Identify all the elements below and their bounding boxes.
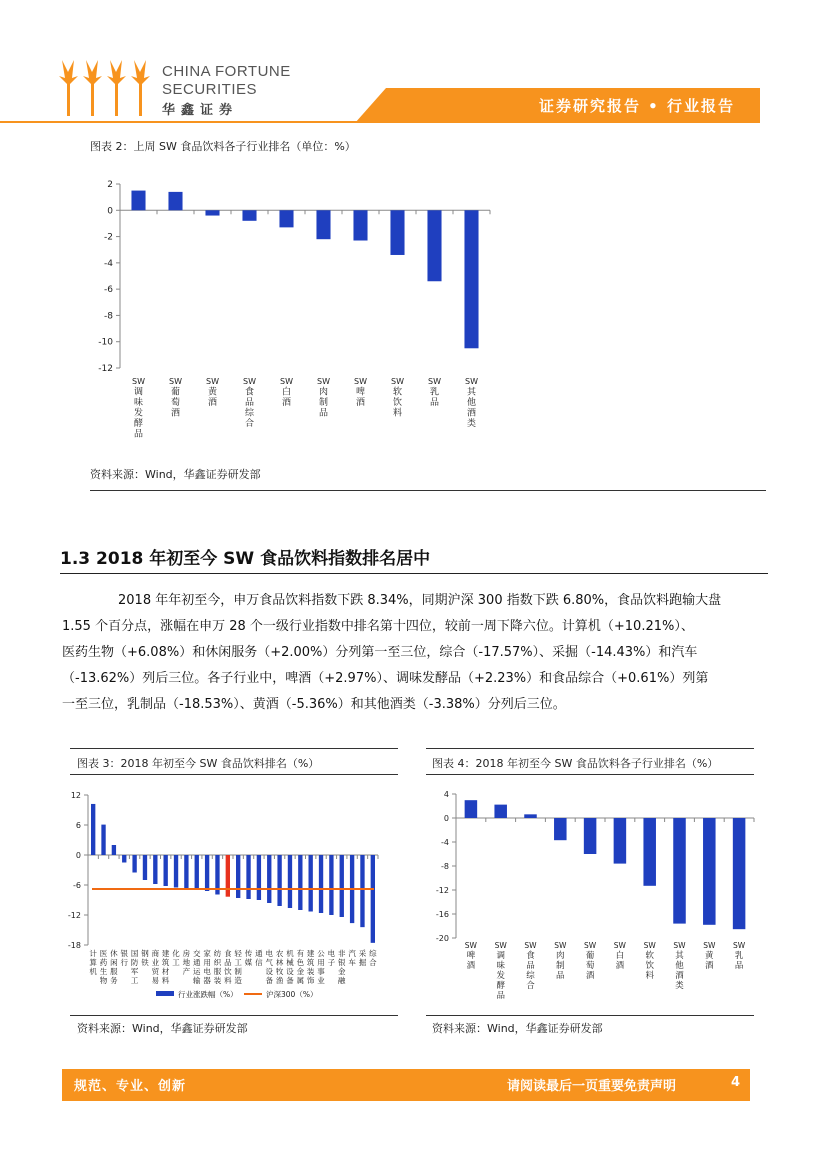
bar <box>554 818 567 840</box>
x-tick-label: 传媒 <box>244 949 253 967</box>
bar <box>614 818 627 864</box>
bar <box>143 855 147 880</box>
figure-4-source: 资料来源：Wind，华鑫证券研发部 <box>432 1022 603 1035</box>
x-tick-label: 计算机 <box>89 949 97 976</box>
bar <box>733 818 746 929</box>
bar <box>464 210 478 348</box>
figure-4-chart <box>416 786 756 1006</box>
x-tick-label: SW 软饮料 <box>391 377 404 419</box>
paragraph-line: 医药生物（+6.08%）和休闲服务（+2.00%）分列第一至三位，综合（-17.57%）、采掘（-14.43%）和汽车 <box>62 645 698 660</box>
paragraph-line: （-13.62%）列后三位。各子行业中，啤酒（+2.97%）、调味发酵品（+2.23%）和食品综合（+0.61%）列第 <box>62 671 709 686</box>
bar <box>494 805 507 818</box>
figure-3-top-rule <box>70 748 398 749</box>
figure-3-chart <box>64 786 394 1006</box>
x-tick-label: 有色金属 <box>296 949 305 985</box>
brand-name-chinese: 华鑫证券 <box>162 102 239 117</box>
legend-label-line: 沪深300（%） <box>266 990 318 999</box>
x-tick-label: SW 食品综合 <box>243 377 256 429</box>
y-tick-label: 6 <box>75 821 81 830</box>
figure-3-source: 资料来源：Wind，华鑫证券研发部 <box>77 1022 248 1035</box>
bar <box>267 855 271 903</box>
y-tick-label: 0 <box>107 206 113 217</box>
x-tick-label: SW 软饮料 <box>643 941 656 981</box>
y-tick-label: 4 <box>443 790 449 799</box>
x-tick-label: 农林牧渔 <box>275 949 284 985</box>
bar <box>316 210 330 239</box>
x-tick-label: SW 乳品 <box>428 377 441 408</box>
bar <box>371 855 375 943</box>
paragraph-line: 1.55 个百分点，涨幅在申万 28 个一级行业指数中排名第十四位，较前一周下降六位。计算机（+10.21%）、 <box>62 619 694 634</box>
y-tick-label: 0 <box>443 814 449 823</box>
x-tick-label: 钢铁 <box>141 949 149 967</box>
figure-2-chart <box>80 172 500 447</box>
bar <box>246 855 250 899</box>
x-tick-label: 家用电器 <box>203 949 211 985</box>
bar <box>277 855 281 906</box>
x-tick-label: 非银金融 <box>338 949 346 985</box>
y-tick-label: -18 <box>67 941 81 950</box>
y-tick-label: -12 <box>435 886 449 895</box>
x-tick-label: SW 啤酒 <box>354 377 367 408</box>
paragraph-line: 一至三位，乳制品（-18.53%）、黄酒（-5.36%）和其他酒类（-3.38%）分列后三位。 <box>62 697 566 712</box>
bar <box>524 814 537 818</box>
y-tick-label: -4 <box>104 258 113 269</box>
x-tick-label: 电气设备 <box>265 949 273 985</box>
bar <box>91 804 95 855</box>
bar <box>643 818 656 886</box>
bar <box>309 855 313 912</box>
bar <box>205 210 219 215</box>
report-type-title: 证券研究报告 • 行业报告 <box>538 97 735 115</box>
x-tick-label: SW 肉制品 <box>317 377 330 419</box>
y-tick-label: -6 <box>104 285 113 296</box>
bar <box>236 855 240 898</box>
bar <box>132 855 136 873</box>
x-tick-label: SW 调味发酵品 <box>494 941 507 1001</box>
highlight-bar <box>226 855 230 897</box>
y-tick-label: 2 <box>107 180 113 190</box>
bar <box>353 210 367 240</box>
x-tick-label: 食品饮料 <box>224 949 232 985</box>
bar <box>427 210 441 281</box>
figure-2-bottom-rule <box>90 490 766 491</box>
x-tick-label: SW 黄酒 <box>206 377 219 408</box>
bar <box>184 855 188 890</box>
figure-3-bottom-rule <box>70 1015 398 1016</box>
bar <box>298 855 302 910</box>
x-tick-label: 汽车 <box>348 949 356 967</box>
bar <box>288 855 292 908</box>
x-tick-label: SW 乳品 <box>733 941 746 971</box>
y-tick-label: -20 <box>435 934 449 943</box>
brand-name-line-1: CHINA FORTUNE <box>162 63 291 80</box>
x-tick-label: 建筑装饰 <box>306 949 315 985</box>
bar <box>319 855 323 913</box>
x-tick-label: 银行 <box>120 949 128 967</box>
x-tick-label: SW 葡萄酒 <box>169 377 182 419</box>
y-tick-label: -12 <box>67 911 81 920</box>
x-tick-label: SW 调味发酵品 <box>132 377 145 440</box>
figure-4-bottom-rule <box>426 1015 754 1016</box>
y-tick-label: 0 <box>75 851 81 860</box>
figure-2-caption: 图表 2：上周 SW 食品饮料各子行业排名（单位：%） <box>90 140 356 153</box>
y-tick-label: 12 <box>70 791 81 800</box>
bar <box>112 845 116 855</box>
figure-4-caption-rule <box>426 774 754 775</box>
figure-2-source: 资料来源：Wind，华鑫证券研发部 <box>90 468 261 481</box>
bar <box>195 855 199 890</box>
figure-4-top-rule <box>426 748 754 749</box>
figure-4-caption: 图表 4：2018 年初至今 SW 食品饮料各子行业排名（%） <box>432 757 719 770</box>
x-tick-label: 综合 <box>369 949 377 967</box>
x-tick-label: 通信 <box>255 949 263 967</box>
bar <box>390 210 404 255</box>
bar <box>174 855 178 888</box>
bar <box>242 210 256 221</box>
section-title: 1.3 2018 年初至今 SW 食品饮料指数排名居中 <box>60 549 431 569</box>
bar <box>329 855 333 915</box>
y-tick-label: -4 <box>441 838 449 847</box>
y-tick-label: -8 <box>441 862 449 871</box>
x-tick-label: SW 其他酒类 <box>673 941 686 991</box>
bar <box>131 191 145 211</box>
y-tick-label: -16 <box>435 910 449 919</box>
bar <box>360 855 364 927</box>
x-tick-label: SW 其他酒类 <box>465 377 478 429</box>
figure-3-caption: 图表 3：2018 年初至今 SW 食品饮料排名（%） <box>77 757 320 770</box>
x-tick-label: SW 啤酒 <box>464 941 477 971</box>
x-tick-label: SW 白酒 <box>613 941 626 971</box>
section-underline <box>60 573 768 574</box>
x-tick-label: 休闲服务 <box>110 949 118 985</box>
bar <box>101 825 105 855</box>
x-tick-label: 国防军工 <box>130 949 139 985</box>
x-tick-label: 化工 <box>172 949 180 967</box>
bar <box>340 855 344 917</box>
x-tick-label: 商业贸易 <box>151 949 160 985</box>
y-tick-label: -12 <box>98 364 113 374</box>
y-tick-label: -10 <box>98 337 113 348</box>
section-paragraph <box>62 588 766 718</box>
legend-label-bars: 行业涨跌幅（%） <box>178 990 238 999</box>
footer-slogan: 规范、专业、创新 <box>74 1079 187 1094</box>
x-tick-label: SW 肉制品 <box>554 941 567 981</box>
y-tick-label: -2 <box>104 232 113 243</box>
x-tick-label: SW 黄酒 <box>703 941 716 971</box>
bar <box>584 818 597 854</box>
x-tick-label: SW 葡萄酒 <box>584 941 597 981</box>
bar <box>164 855 168 886</box>
footer-disclaimer-link[interactable]: 请阅读最后一页重要免责声明 <box>507 1079 677 1094</box>
x-tick-label: 纺织服装 <box>213 949 222 985</box>
y-tick-label: -6 <box>73 881 81 890</box>
x-tick-label: 交通运输 <box>193 949 201 985</box>
figure-3-caption-rule <box>70 774 398 775</box>
paragraph-line: 2018 年年初至今，申万食品饮料指数下跌 8.34%，同期沪深 300 指数下跌 6.80%，食品饮料跑输大盘 <box>118 593 722 608</box>
y-tick-label: -8 <box>104 311 113 322</box>
x-tick-label: 公用事业 <box>317 949 325 985</box>
x-tick-label: 医药生物 <box>99 949 108 985</box>
bar <box>257 855 261 900</box>
bar <box>205 855 209 891</box>
bar <box>153 855 157 884</box>
x-tick-label: 房地产 <box>182 949 191 976</box>
bar <box>465 800 478 818</box>
bar <box>703 818 716 925</box>
x-tick-label: SW 食品综合 <box>524 941 537 991</box>
page-number: 4 <box>731 1075 741 1090</box>
x-tick-label: 电子 <box>327 949 336 967</box>
x-tick-label: 轻工制造 <box>234 949 242 985</box>
bar <box>279 210 293 227</box>
x-tick-label: 建筑材料 <box>161 949 170 985</box>
brand-name-line-2: SECURITIES <box>162 81 258 98</box>
x-tick-label: 机械设备 <box>286 949 294 985</box>
bar <box>168 192 182 210</box>
legend-swatch-bars <box>156 991 174 996</box>
bar <box>673 818 686 924</box>
x-tick-label: 采掘 <box>358 949 367 967</box>
bar <box>122 855 126 863</box>
x-tick-label: SW 白酒 <box>280 377 293 408</box>
